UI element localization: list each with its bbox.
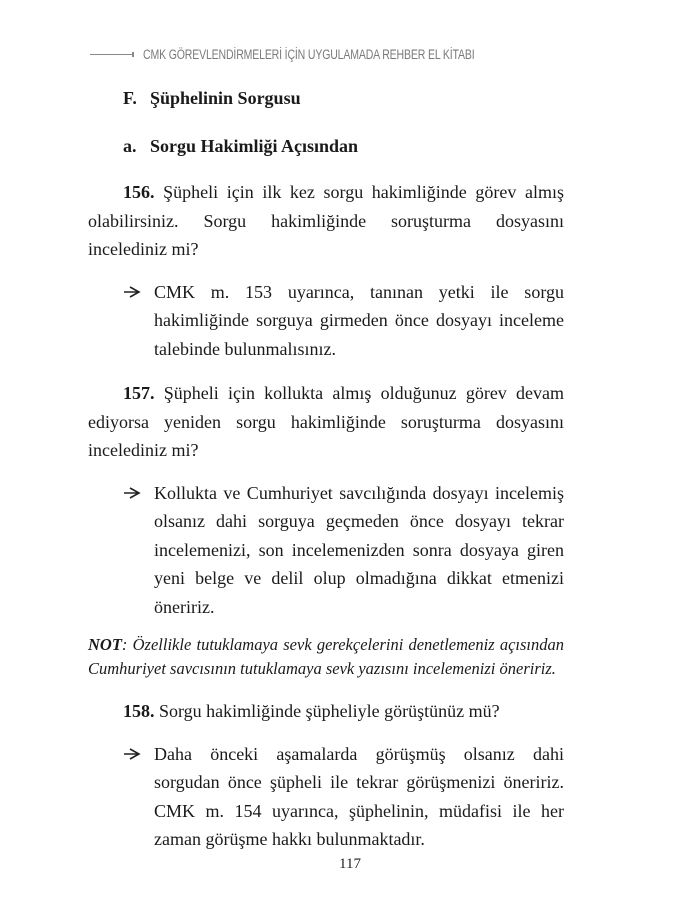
page-number: 117 [339, 856, 361, 872]
answer-156 [88, 278, 564, 364]
subsection-heading [88, 132, 564, 161]
question-156 [88, 178, 564, 264]
question-text: Sorgu hakimliğinde şüpheliyle görüştünüz mü? [159, 701, 500, 721]
header-rule [90, 54, 132, 55]
question-number: 158. [123, 701, 155, 721]
question-number: 157. [123, 383, 155, 403]
subsection-marker: a. [123, 135, 137, 156]
arrow-right-icon [123, 747, 141, 761]
note-separator: : [121, 635, 128, 654]
note-text: Özellikle tutuklamaya sevk gerekçelerini denetlemeniz açısından Cumhuriyet savcısının tutuklamaya sevk yazısını incelemenizi öneririz. [88, 635, 564, 678]
answer-157 [88, 479, 564, 622]
arrow-right-icon [123, 486, 141, 500]
running-title: CMK GÖREVLENDİRMELERİ İÇİN UYGULAMADA REHBER EL KİTABI [142, 46, 475, 62]
page-content [88, 84, 564, 854]
answer-text: Daha önceki aşamalarda görüşmüş olsanız dahi sorgudan önce şüpheli ile tekrar görüşmenizi öneririz. CMK m. 154 uyarınca, şüphelinin, müdafisi ile her zaman görüşme hakkı bulunmaktadır. [154, 743, 564, 849]
question-text: Şüpheli için kollukta almış olduğunuz görev devam ediyorsa yeniden sorgu hakimliğinde soruşturma dosyasını incelediniz mi? [88, 383, 565, 460]
running-header [90, 44, 568, 64]
section-marker: F. [123, 88, 137, 108]
question-text: Şüpheli için ilk kez sorgu hakimliğinde görev almış olabilirsiniz. Sorgu hakimliğinde soruşturma dosyasını incelediniz mi? [88, 182, 564, 259]
header-square-ornament [132, 52, 134, 57]
section-title: Şüphelinin Sorgusu [150, 88, 301, 108]
subsection-title: Sorgu Hakimliği Açısından [150, 135, 359, 156]
answer-text: Kollukta ve Cumhuriyet savcılığında dosyayı incelemiş olsanız dahi sorguya geçmeden önce dosyayı tekrar incelemenizi, son incelemenizden sonra dosyaya giren yeni belge ve delil olup olmadığına dikkat etmenizi öneririz. [154, 482, 564, 617]
answer-158 [88, 740, 564, 854]
note-label: NOT [88, 635, 122, 654]
answer-text: CMK m. 153 uyarınca, tanınan yetki ile sorgu hakimliğinde sorguya girmeden önce dosyayı inceleme talebinde bulunmalısınız. [154, 281, 564, 359]
question-number: 156. [123, 182, 155, 202]
section-heading [88, 84, 564, 113]
question-158 [88, 697, 564, 726]
question-157 [88, 379, 564, 465]
note-paragraph [88, 633, 564, 681]
arrow-right-icon [123, 285, 141, 299]
